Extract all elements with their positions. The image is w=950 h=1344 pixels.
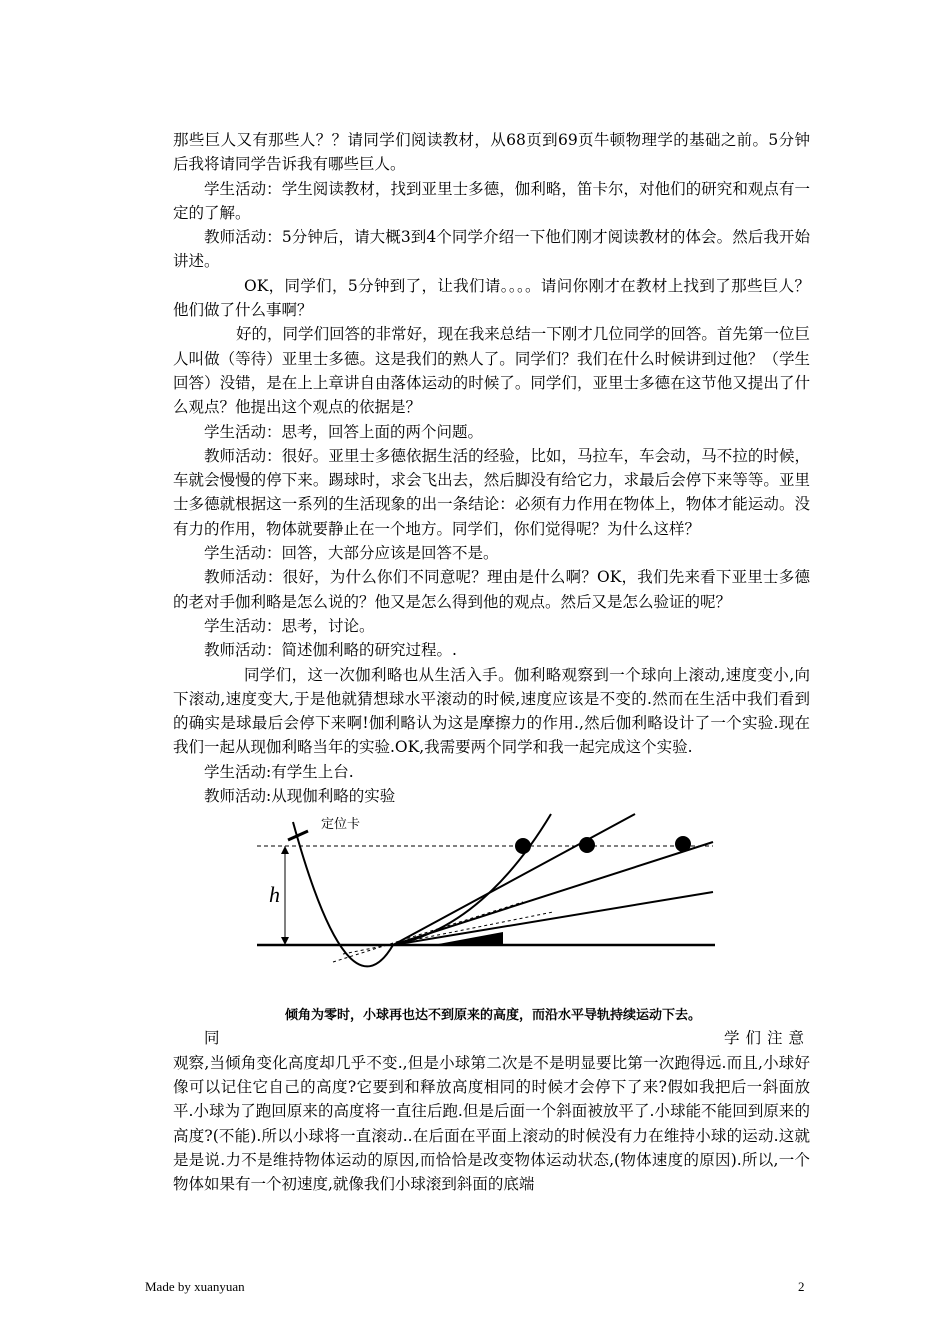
body-text bbox=[173, 128, 810, 1196]
ball-1 bbox=[515, 838, 531, 854]
right-ramp-steep bbox=[393, 814, 551, 945]
stop-card-label: 定位卡 bbox=[321, 817, 361, 833]
page-number: 2 bbox=[798, 1279, 805, 1294]
paragraph-1: 那些巨人又有那些人？？请同学们阅读教材，从68页到69页牛顿物理学的基础之前。5分钟后我将请同学告诉我有哪些巨人。 bbox=[173, 131, 810, 174]
paragraph-5: 好的，同学们回答的非常好，现在我来总结一下刚才几位同学的回答。首先第一位巨人叫做（等待）亚里士多德。这是我们的熟人了。同学们？我们在什么时候讲到过他？（学生回答）没错，是在上上章讲自由落体运动的时候了。同学们，亚里士多德在这节他又提出了什么观点？他提出这个观点的依据是？ bbox=[173, 325, 810, 417]
paragraph-7: 教师活动：很好。亚里士多德依据生活的经验，比如，马拉车，车会动，马不拉的时候，车就会慢慢的停下来。踢球时，求会飞出去，然后脚没有给它力，求最后会停下来等等。亚里士多德就根据这一系列的生活现象的出一条结论：必须有力作用在物体上，物体才能运动。没有力的作用，物体就要静止在一个地方。同学们，你们觉得呢？为什么这样？ bbox=[173, 446, 810, 538]
paragraph-14: 教师活动:从现伽利略的实验 bbox=[204, 787, 396, 806]
figure-caption: 倾角为零时，小球再也达不到原来的高度，而沿水平导轨持续运动下去。 bbox=[284, 1008, 701, 1024]
paragraph-3: 教师活动：5分钟后，请大概3到4个同学介绍一下他们刚才阅读教材的体会。然后我开始讲述。 bbox=[173, 228, 810, 271]
paragraph-8: 学生活动：回答，大部分应该是回答不是。 bbox=[204, 544, 499, 563]
paragraph-10: 学生活动：思考，讨论。 bbox=[204, 616, 375, 635]
ball-3 bbox=[675, 836, 691, 852]
extension-line-1 bbox=[333, 902, 523, 962]
galileo-experiment-figure bbox=[173, 808, 810, 1026]
ramp-diagram bbox=[253, 812, 723, 1002]
paragraph-after-figure: 观察,当倾角变化高度却几乎不变.,但是小球第二次是不是明显要比第一次跑得远.而且,小球好像可以记住它自己的高度?它要到和释放高度相同的时候才会停下了来?假如我把后一斜面放平.小球为了跑回原来的高度将一直往后跑.但是后面一个斜面被放平了.小球能不能回到原来的高度?(不能).所以小球将一直滚动..在后面在平面上滚动的时候没有力在维持小球的运动.这就是是说.力不是维持物体运动的原因,而恰恰是改变物体运动状态,(物体速度的原因).所以,一个物体如果有一个初速度,就像我们小球滚到斜面的底端 bbox=[173, 1053, 810, 1194]
paragraph-9: 教师活动：很好，为什么你们不同意呢？理由是什么啊？OK，我们先来看下亚里士多德的老对手伽利略是怎么说的？他又是怎么得到他的观点。然后又是怎么验证的呢？ bbox=[173, 568, 810, 611]
height-label: h bbox=[269, 882, 280, 908]
ball-2 bbox=[579, 837, 595, 853]
split-line-left: 同 bbox=[204, 1029, 220, 1048]
paragraph-6: 学生活动：思考，回答上面的两个问题。 bbox=[204, 422, 484, 441]
paragraph-4: OK，同学们，5分钟到了，让我们请。。。。请问你刚才在教材上找到了那些巨人？他们做了什么事啊？ bbox=[173, 276, 810, 320]
paragraph-11: 教师活动：简述伽利略的研究过程。. bbox=[204, 641, 457, 660]
paragraph-12: 同学们，这一次伽利略也从生活入手。伽利略观察到一个球向上滚动,速度变小,向下滚动,速度变大,于是他就猜想球水平滚动的时候,速度应该是不变的.然而在生活中我们看到的确实是球最后会停下来啊!伽利略认为这是摩擦力的作用.,然后伽利略设计了一个实验.现在我们一起从现伽利略当年的实验.OK,我需要两个同学和我一起完成这个实验. bbox=[173, 665, 810, 757]
paragraph-13: 学生活动:有学生上台. bbox=[204, 762, 354, 781]
split-line-right: 学们注意 bbox=[723, 1029, 810, 1048]
footer-author: Made by xuanyuan bbox=[145, 1279, 245, 1294]
split-line bbox=[173, 1026, 810, 1050]
paragraph-2: 学生活动：学生阅读教材，找到亚里士多德，伽利略，笛卡尔，对他们的研究和观点有一定的了解。 bbox=[173, 179, 810, 222]
extension-line-2 bbox=[343, 912, 553, 954]
